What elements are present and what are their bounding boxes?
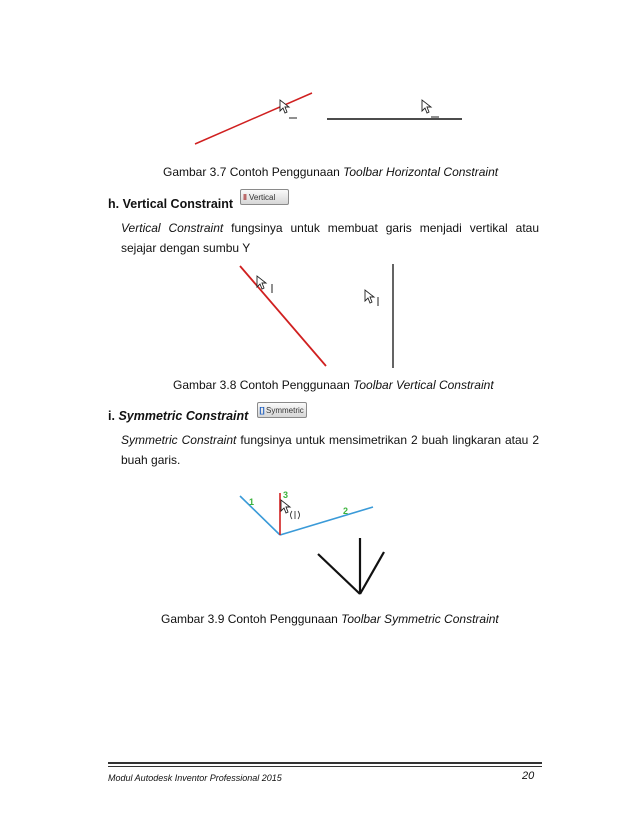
symmetric-constraint-button-image bbox=[257, 402, 307, 418]
symmetric-constraint-glyph bbox=[291, 511, 300, 519]
cursor-icon bbox=[365, 290, 374, 303]
figure-3-8-illustration bbox=[230, 260, 410, 372]
figure-3-9-caption bbox=[161, 612, 499, 626]
black-line-right bbox=[360, 552, 384, 594]
section-title: Symmetric Constraint bbox=[118, 409, 249, 423]
symmetric-constraint-icon: [] bbox=[259, 406, 265, 415]
cursor-icon bbox=[281, 500, 290, 513]
caption-prefix: Gambar 3.8 Contoh Penggunaan bbox=[173, 378, 354, 392]
caption-italic: Toolbar Vertical Constraint bbox=[353, 378, 494, 392]
paragraph-italic-term: Vertical Constraint bbox=[121, 221, 224, 235]
page-number: 20 bbox=[522, 770, 535, 782]
footer-text: Modul Autodesk Inventor Professional 2015 bbox=[108, 773, 282, 783]
button-label: Vertical bbox=[249, 193, 276, 202]
caption-prefix: Gambar 3.9 Contoh Penggunaan bbox=[161, 612, 342, 626]
figure-3-7-caption bbox=[163, 165, 498, 179]
paragraph-text: fungsinya untuk membuat garis menjadi vertikal atau sejajar dengan sumbu Y bbox=[121, 221, 540, 255]
section-marker: h. bbox=[108, 197, 120, 211]
line-label-1: 1 bbox=[249, 497, 255, 507]
cursor-icon bbox=[422, 100, 431, 113]
footer-rule-thick bbox=[108, 762, 542, 764]
paragraph-text: fungsinya untuk mensimetrikan 2 buah lingkaran atau 2 buah garis. bbox=[121, 433, 539, 467]
section-h-heading bbox=[108, 197, 233, 211]
caption-italic: Toolbar Horizontal Constraint bbox=[343, 165, 499, 179]
footer-rule-thin bbox=[108, 766, 542, 767]
section-title: Vertical Constraint bbox=[122, 197, 234, 211]
blue-line-2 bbox=[280, 507, 373, 535]
diagonal-red-line bbox=[240, 266, 326, 366]
line-label-3: 3 bbox=[283, 490, 289, 500]
caption-italic: Toolbar Symmetric Constraint bbox=[341, 612, 499, 626]
caption-prefix: Gambar 3.7 Contoh Penggunaan bbox=[163, 165, 344, 179]
vertical-constraint-icon: ‖ bbox=[243, 193, 247, 202]
figure-3-9-illustration bbox=[230, 485, 390, 600]
figure-3-7-illustration bbox=[190, 88, 480, 148]
button-label: Symmetric bbox=[266, 406, 304, 415]
cursor-icon bbox=[280, 100, 289, 113]
black-line-left bbox=[318, 554, 360, 594]
section-i-heading bbox=[108, 409, 248, 423]
section-h-paragraph bbox=[121, 218, 539, 258]
vertical-constraint-button-image bbox=[240, 189, 289, 205]
paragraph-italic-term: Symmetric Constraint bbox=[121, 433, 237, 447]
line-label-2: 2 bbox=[343, 506, 349, 516]
blue-line-1 bbox=[240, 496, 280, 535]
figure-3-8-caption bbox=[173, 378, 494, 392]
section-marker: i. bbox=[108, 409, 115, 423]
section-i-paragraph bbox=[121, 430, 539, 470]
